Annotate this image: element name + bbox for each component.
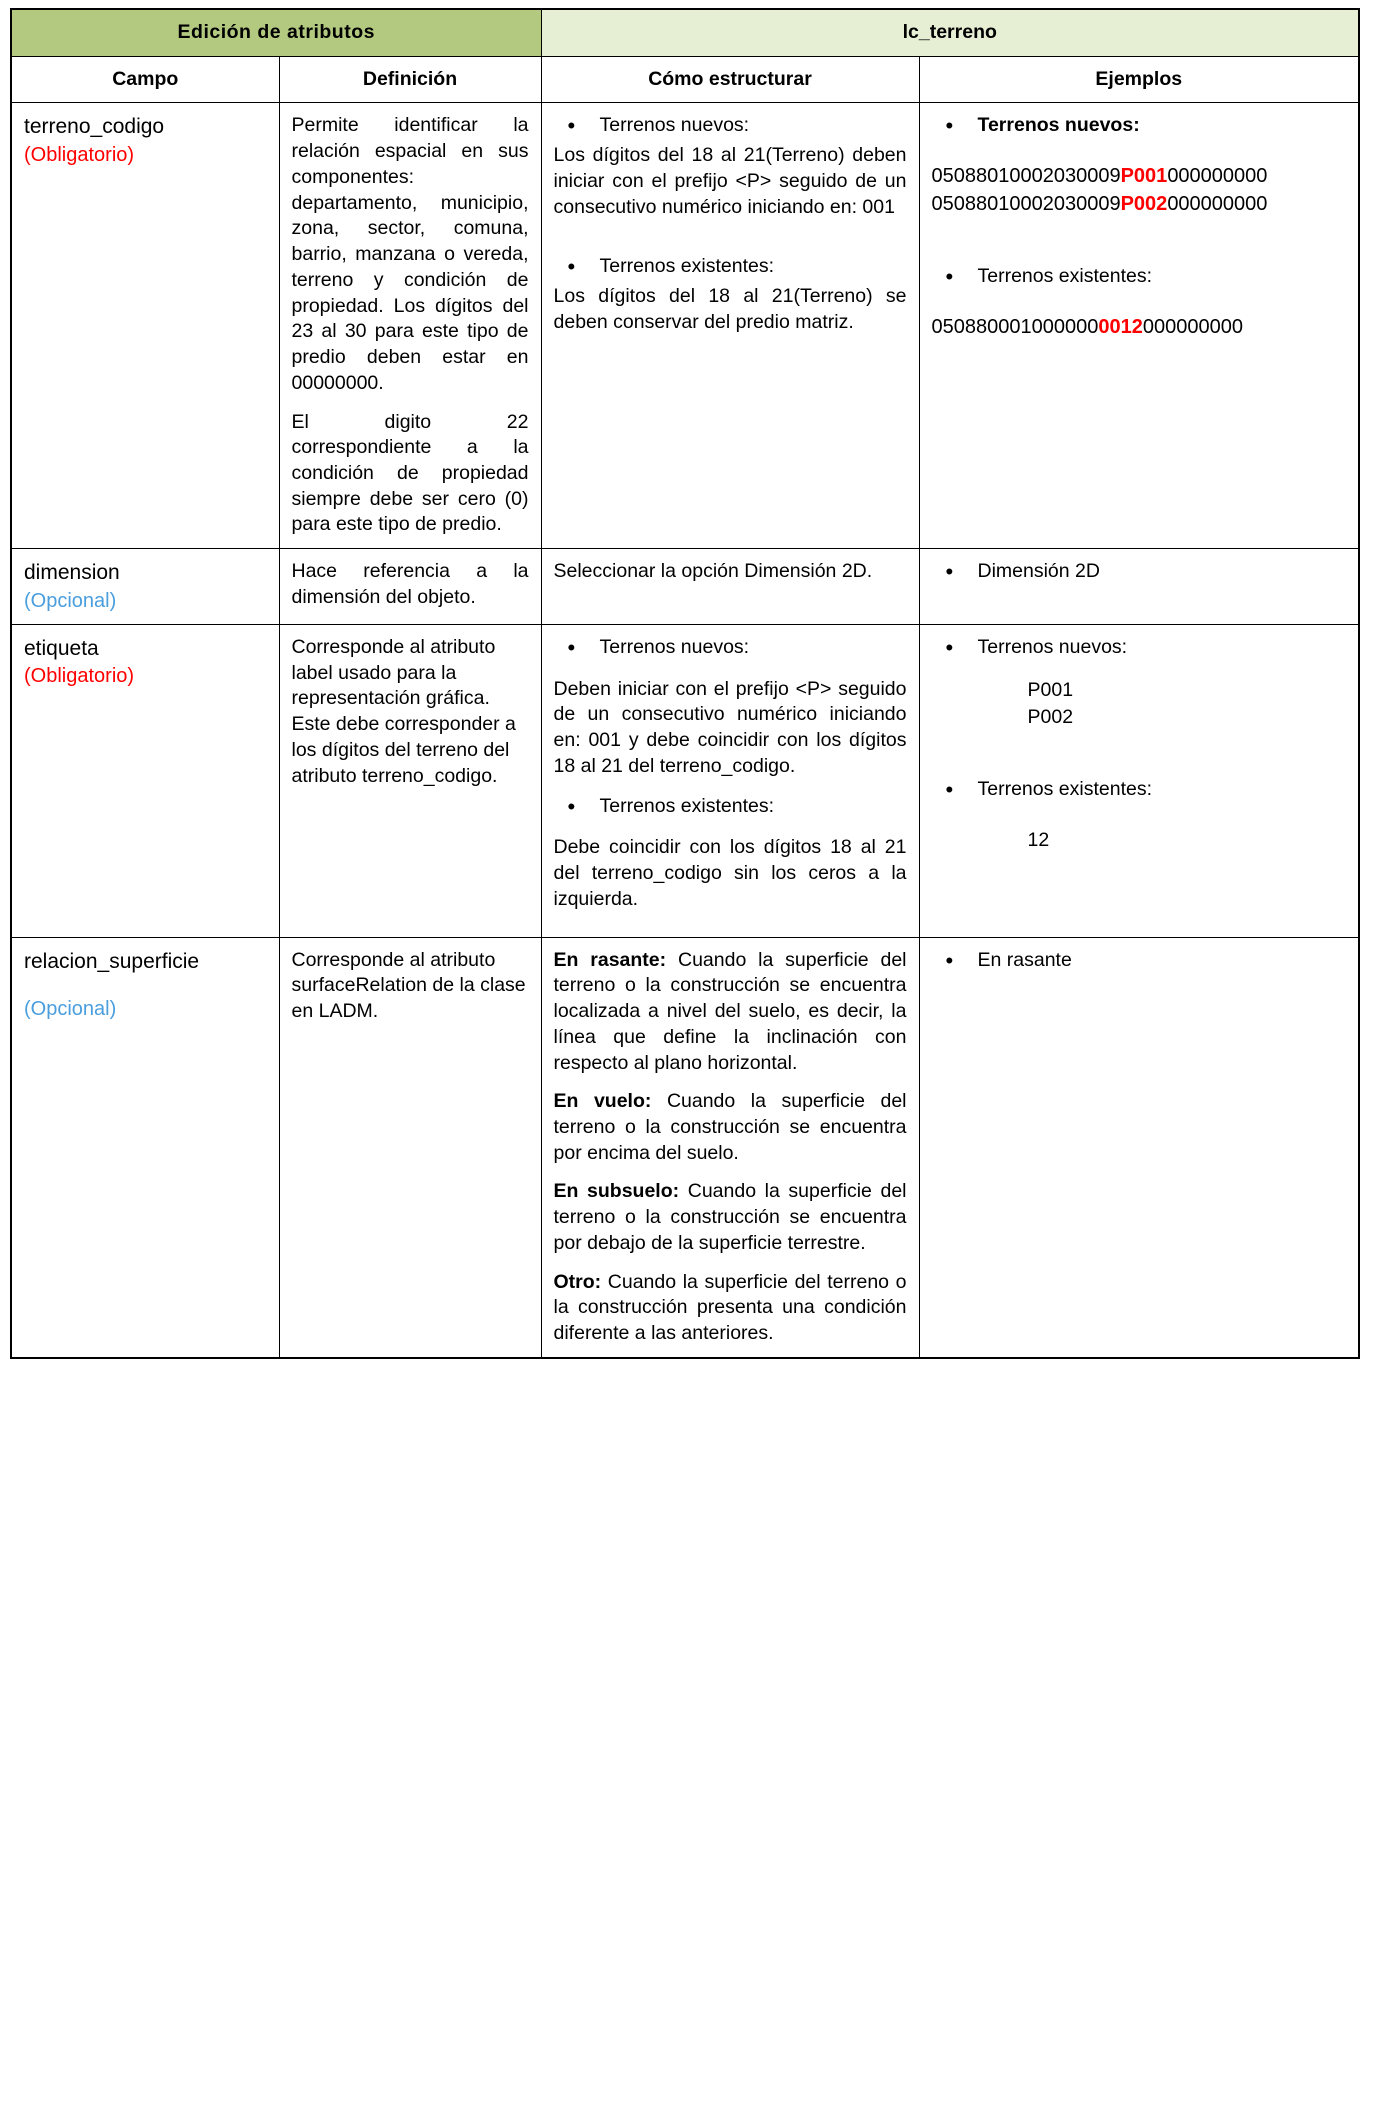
example-value: 12 [1027,829,1050,852]
example-value: En rasante [977,948,1072,971]
list-item [932,948,1347,974]
table-row [11,549,1359,625]
bullet-body-text: Los dígitos del 18 al 21(Terreno) se deben conservar del predio matriz. [553,285,907,333]
examples-bullet-list [932,264,1347,290]
definition-paragraph: Corresponde al atributo surfaceRelation de la clase en LADM. [291,948,526,1023]
field-cell-terreno-codigo [11,103,279,549]
paragraph-text: Cuando la superficie del terreno o la construcción se encuentra localizada a nivel del suelo, es decir, la línea que define la inclinación con respecto al plano horizontal. [553,948,907,1074]
examples-cell-relacion-superficie [919,937,1359,1358]
example-values-existing [932,827,1347,854]
examples-bullet-list [932,559,1347,585]
table-column-header-row [11,56,1359,103]
code-suffix: 000000000 [1142,316,1243,339]
table-row [11,624,1359,937]
field-tag-optional: (Opcional) [24,997,117,1020]
field-name: dimension [24,561,120,585]
example-value: P002 [1027,705,1074,728]
code-prefix: 050880001000000 [931,316,1099,339]
structure-paragraph [554,948,907,1077]
bullet-title: Terrenos existentes: [599,255,775,278]
code-suffix: 000000000 [1167,192,1268,215]
example-value: Dimensión 2D [977,560,1100,583]
code-highlight: 0012 [1098,316,1143,339]
structure-paragraph: Seleccionar la opción Dimensión 2D. [553,560,873,583]
examples-bullet-list [932,948,1347,974]
definition-paragraph: Corresponde al atributo label usado para la representación gráfica. Este debe corresponder a los dígitos del terreno del atributo terreno_codigo. [291,635,516,787]
field-name: relacion_superficie [24,949,200,973]
list-item [554,113,907,139]
structure-bullet-list [554,794,907,820]
list-item [932,635,1347,661]
column-header-ejemplos: Ejemplos [919,56,1359,103]
list-item [932,113,1347,139]
list-item [554,635,907,661]
attribute-editing-table [10,8,1360,1359]
examples-cell-etiqueta [919,624,1359,937]
field-cell-relacion-superficie [11,937,279,1358]
bullet-title: Terrenos nuevos: [599,635,750,658]
paragraph-lead: En subsuelo: [553,1180,680,1203]
structure-paragraph [554,1179,907,1256]
paragraph-text: Cuando la superficie del terreno o la construcción presenta una condición diferente a las anteriores. [553,1270,907,1345]
structure-bullet-list [554,635,907,661]
example-values-new [932,677,1347,732]
field-tag-required: (Obligatorio) [24,665,135,688]
definition-cell-relacion-superficie [279,937,541,1358]
header-lc-terreno: lc_terreno [541,9,1359,56]
definition-cell-dimension [279,549,541,625]
definition-paragraph: Hace referencia a la dimensión del objeto. [291,560,529,608]
examples-new-label: Terrenos nuevos: [977,635,1128,658]
bullet-title: Terrenos existentes: [599,794,775,817]
list-item [554,794,907,820]
paragraph-lead: En vuelo: [553,1090,652,1113]
table-row [11,937,1359,1358]
code-prefix: 05088010002030009 [931,192,1121,215]
column-header-como-estructurar: Cómo estructurar [541,56,919,103]
code-suffix: 000000000 [1167,165,1268,188]
definition-cell-etiqueta [279,624,541,937]
list-item [932,777,1347,803]
field-tag-optional: (Opcional) [24,589,117,612]
bullet-body-text: Deben iniciar con el prefijo <P> seguido de un consecutivo numérico iniciando en: 001 y debe coincidir con los dígitos 18 al 21 del terreno_codigo. [553,677,907,777]
code-highlight: P002 [1120,192,1168,215]
example-code-line [932,163,1347,191]
definition-cell-terreno-codigo [279,103,541,549]
paragraph-text: Cuando la superficie del terreno o la construcción se encuentra por debajo de la superficie terrestre. [553,1180,907,1254]
field-name: terreno_codigo [24,115,165,139]
examples-bullet-list [932,777,1347,803]
examples-bullet-list [932,113,1347,139]
field-cell-dimension [11,549,279,625]
bullet-body-text: Los dígitos del 18 al 21(Terreno) deben iniciar con el prefijo <P> seguido de un consecutivo numérico iniciando en: 001 [553,144,907,218]
example-code-line [932,314,1347,342]
structure-cell-terreno-codigo [541,103,919,549]
code-prefix: 05088010002030009 [931,165,1121,188]
examples-new-label-colon: : [1133,114,1140,137]
definition-paragraph: El digito 22 correspondiente a la condición de propiedad siempre debe ser cero (0) para este tipo de predio. [291,410,529,536]
column-header-definicion: Definición [279,56,541,103]
examples-bullet-list [932,635,1347,661]
example-value: P001 [1027,678,1074,701]
list-item [932,264,1347,290]
examples-existing-label: Terrenos existentes: [977,265,1153,288]
examples-cell-dimension [919,549,1359,625]
table-row [11,103,1359,549]
examples-cell-terreno-codigo [919,103,1359,549]
header-edicion-de-atributos: Edición de atributos [11,9,541,56]
list-item [932,559,1347,585]
structure-cell-dimension [541,549,919,625]
column-header-campo: Campo [11,56,279,103]
field-cell-etiqueta [11,624,279,937]
field-name: etiqueta [24,636,99,660]
structure-cell-relacion-superficie [541,937,919,1358]
paragraph-lead: Otro: [553,1270,602,1293]
example-code-line [932,191,1347,219]
structure-paragraph [554,1089,907,1166]
bullet-body-text: Debe coincidir con los dígitos 18 al 21 del terreno_codigo sin los ceros a la izquierda. [553,836,907,910]
structure-bullet-list [554,113,907,139]
table-header-title-row [11,9,1359,56]
paragraph-lead: En rasante: [553,948,667,971]
bullet-title: Terrenos nuevos: [599,114,750,137]
list-item [554,254,907,280]
definition-paragraph: Permite identificar la relación espacial en sus componentes: departamento, municipio, zona, sector, comuna, barrio, manzana o vereda, terreno y condición de propiedad. Los dígitos del 23 al 30 para este tipo de predio deben estar en 00000000. [291,114,529,394]
code-highlight: P001 [1120,165,1168,188]
structure-paragraph [554,1270,907,1347]
examples-existing-label: Terrenos existentes: [977,778,1153,801]
structure-cell-etiqueta [541,624,919,937]
paragraph-text: Cuando la superficie del terreno o la construcción se encuentra por encima del suelo. [553,1090,907,1164]
structure-bullet-list [554,254,907,280]
field-tag-required: (Obligatorio) [24,143,135,166]
examples-new-label: Terrenos nuevos [977,114,1134,137]
